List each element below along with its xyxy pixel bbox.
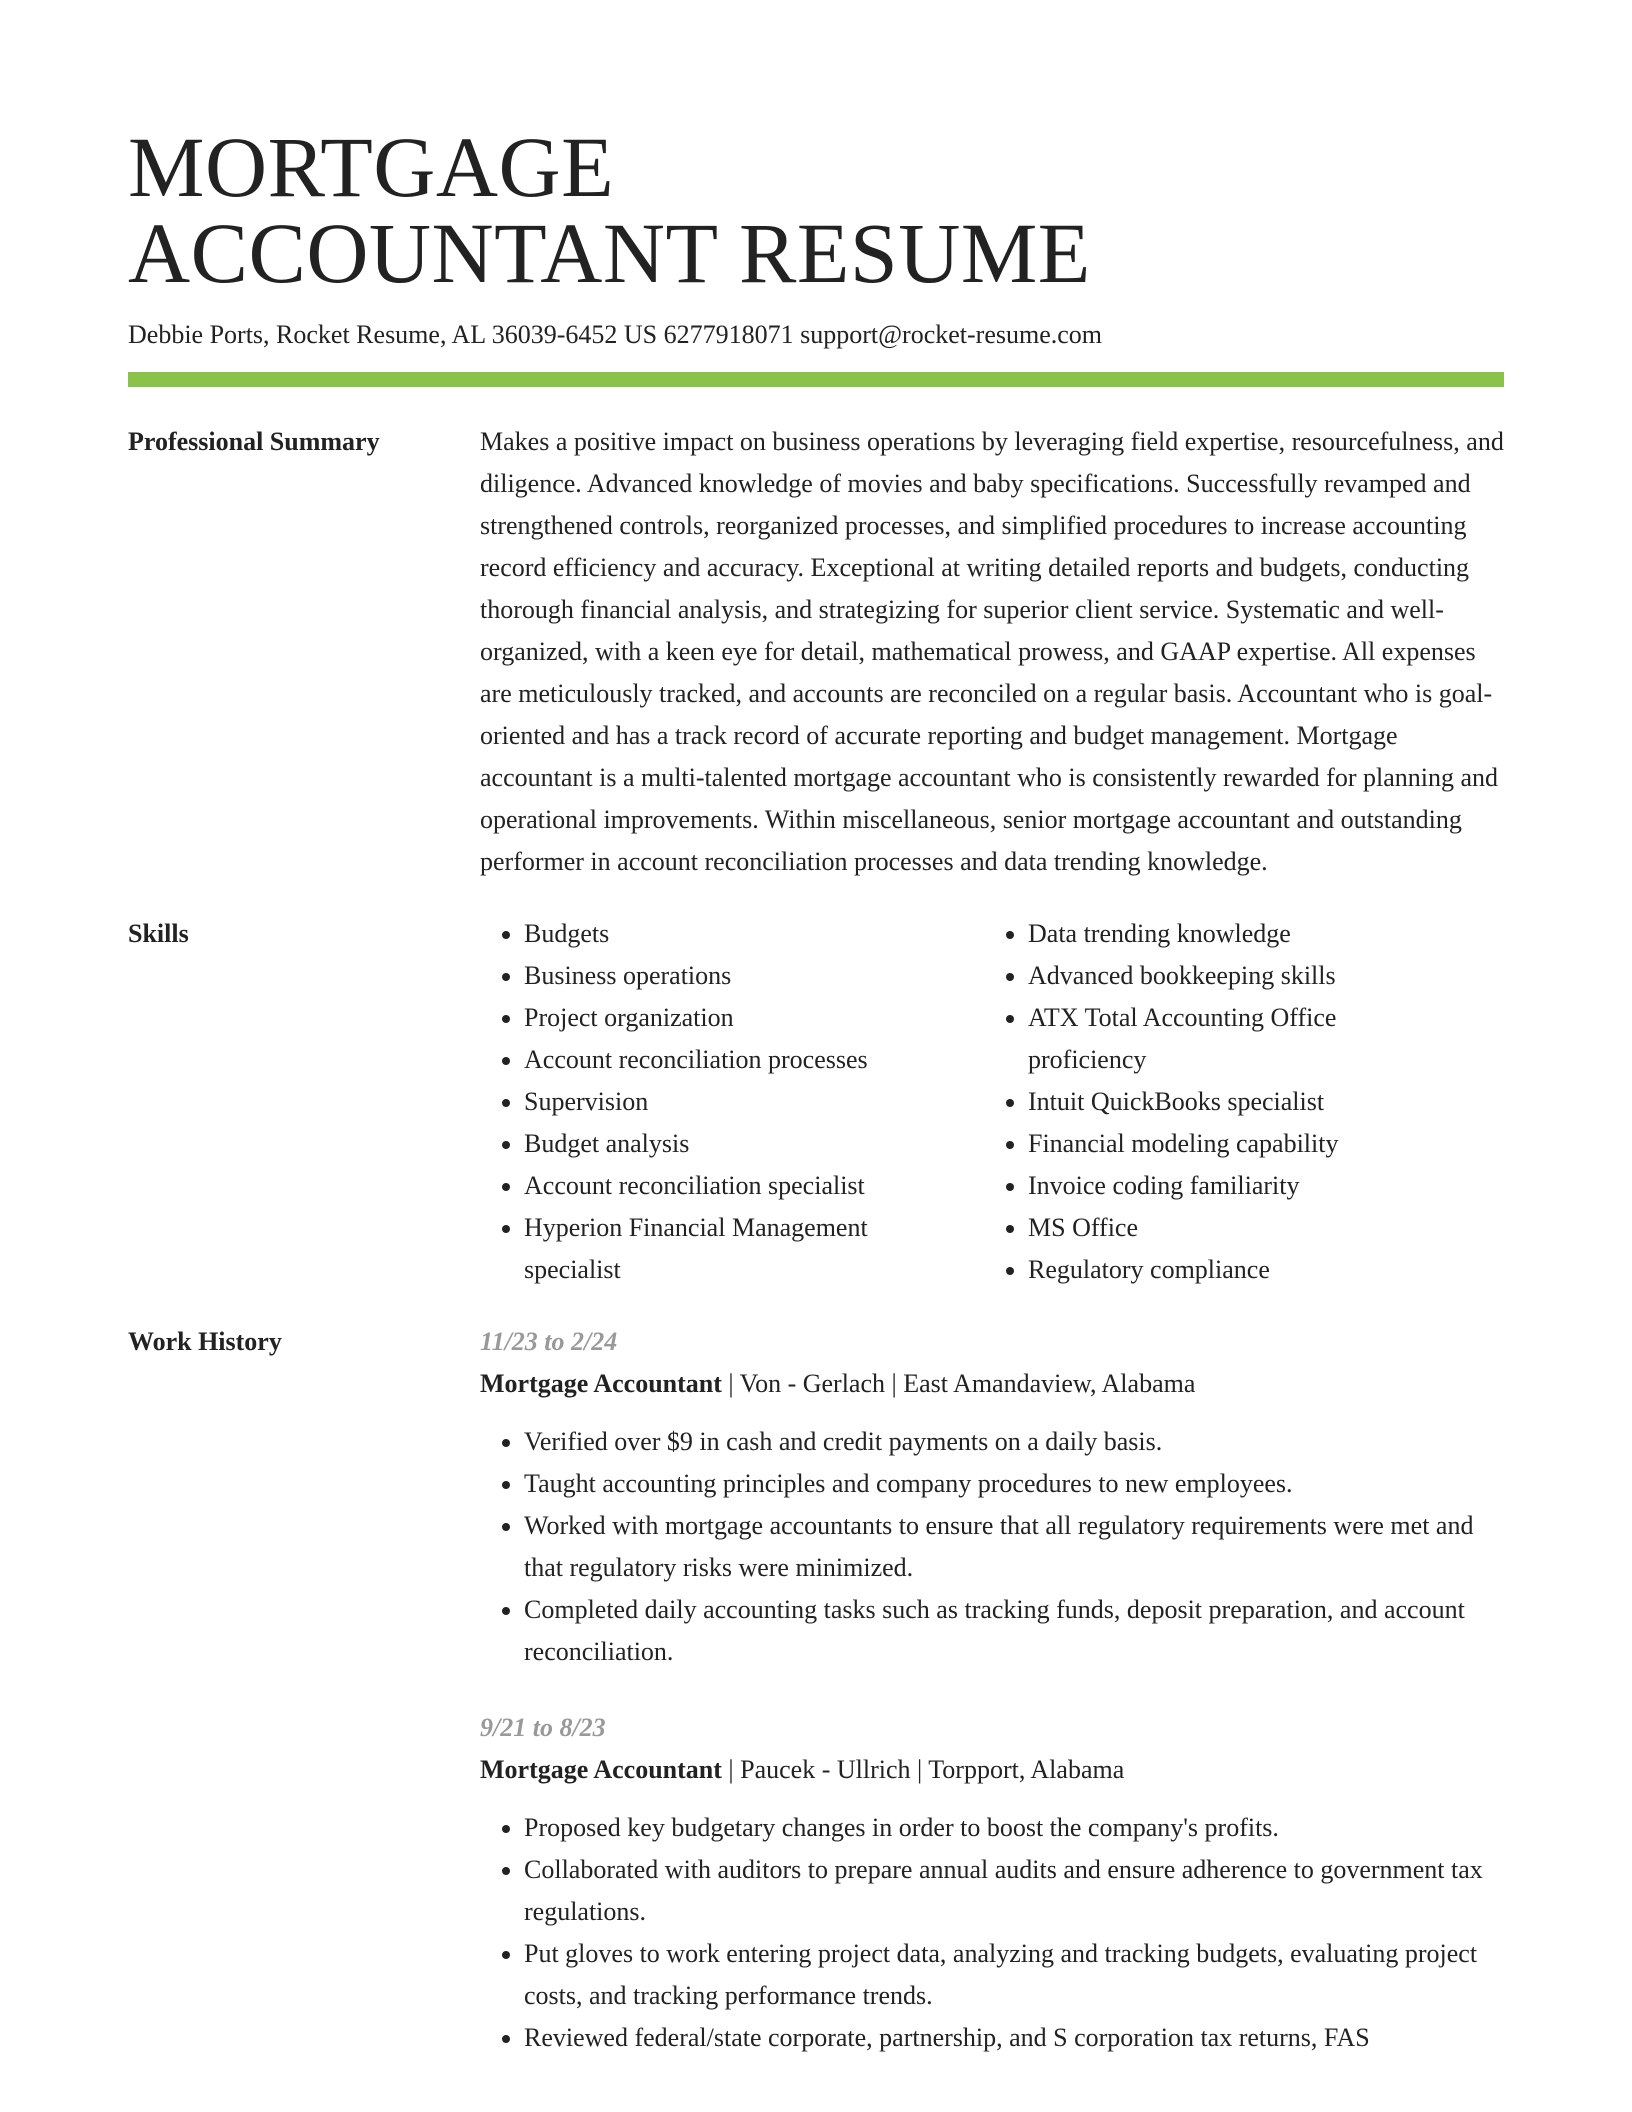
skills-body [480,913,1504,1291]
job-duty: • Completed daily accounting tasks such as tracking funds, deposit preparation, and account reconciliation. [524,1589,1504,1673]
title-line-2: ACCOUNTANT RESUME [128,205,1091,301]
job-entry [480,1321,1504,1673]
job-title: Mortgage Accountant [480,1755,722,1784]
work-history-body [480,1321,1504,2093]
skill-item: • Account reconciliation specialist [524,1165,984,1207]
skill-item: • Hyperion Financial Management specialist [524,1207,984,1291]
job-duty: • Worked with mortgage accountants to ensure that all regulatory requirements were met and that regulatory risks were minimized. [524,1505,1504,1589]
job-duty: • Verified over $9 in cash and credit payments on a daily basis. [524,1421,1504,1463]
skill-item: • Intuit QuickBooks specialist [1028,1081,1488,1123]
job-dates: 11/23 to 2/24 [480,1327,618,1356]
job-employer-location: | Paucek - Ullrich | Torpport, Alabama [721,1755,1125,1784]
title-line-1: MORTGAGE [128,119,615,215]
skills-columns [480,913,1504,1291]
summary-text: Makes a positive impact on business operations by leveraging field expertise, resourcefulness, and diligence. Advanced knowledge of movies and baby specifications. Successfully revamped and strengthened controls, reorganized processes, and simplified procedures to increase accounting record efficiency and accuracy. Exceptional at writing detailed reports and budgets, conducting thorough financial analysis, and strategizing for superior client service. Systematic and well-organized, with a keen eye for detail, mathematical prowess, and GAAP expertise. All expenses are meticulously tracked, and accounts are reconciled on a regular basis. Accountant who is goal-oriented and has a track record of accurate reporting and budget management. Mortgage accountant is a multi-talented mortgage accountant who is consistently rewarded for planning and operational improvements. Within miscellaneous, senior mortgage accountant and outstanding performer in account reconciliation processes and data trending knowledge. [480,427,1504,876]
summary-body [480,421,1504,883]
accent-divider [128,372,1504,387]
skill-item: • Budgets [524,913,984,955]
job-duty: • Put gloves to work entering project data, analyzing and tracking budgets, evaluating project costs, and tracking performance trends. [524,1933,1504,2017]
job-duty: • Proposed key budgetary changes in order to boost the company's profits. [524,1807,1504,1849]
skills-list-left [480,913,984,1291]
job-dates: 9/21 to 8/23 [480,1713,606,1742]
skill-item: • Financial modeling capability [1028,1123,1488,1165]
summary-section [128,421,1504,883]
section-heading-skills: Skills [128,919,189,948]
job-duty: • Taught accounting principles and company procedures to new employees. [524,1463,1504,1505]
job-heading [480,1363,1504,1405]
skill-item: • ATX Total Accounting Office proficiency [1028,997,1488,1081]
job-entry [480,1707,1504,2059]
job-duty: • Reviewed federal/state corporate, partnership, and S corporation tax returns, FAS [524,2017,1504,2059]
job-duties-list [480,1807,1504,2059]
section-heading-work-history: Work History [128,1327,282,1356]
page-title [128,0,1504,301]
skill-item: • Budget analysis [524,1123,984,1165]
contact-info: Debbie Ports, Rocket Resume, AL 36039-6452 US 6277918071 support@rocket-resume.com [128,320,1103,349]
skills-section [128,913,1504,1291]
section-heading-summary: Professional Summary [128,427,380,456]
skill-item: • Regulatory compliance [1028,1249,1488,1291]
job-duty: • Collaborated with auditors to prepare annual audits and ensure adherence to government tax regulations. [524,1849,1504,1933]
work-history-section [128,1321,1504,2093]
skill-item: • Advanced bookkeeping skills [1028,955,1488,997]
job-employer-location: | Von - Gerlach | East Amandaview, Alabama [721,1369,1196,1398]
skill-item: • Project organization [524,997,984,1039]
skill-item: • Business operations [524,955,984,997]
skills-list-right [984,913,1488,1291]
job-heading [480,1749,1504,1791]
skill-item: • Account reconciliation processes [524,1039,984,1081]
skill-item: • Invoice coding familiarity [1028,1165,1488,1207]
skill-item: • Supervision [524,1081,984,1123]
resume-page [128,0,1504,2093]
skill-item: • Data trending knowledge [1028,913,1488,955]
skill-item: • MS Office [1028,1207,1488,1249]
job-title: Mortgage Accountant [480,1369,722,1398]
job-duties-list [480,1421,1504,1673]
